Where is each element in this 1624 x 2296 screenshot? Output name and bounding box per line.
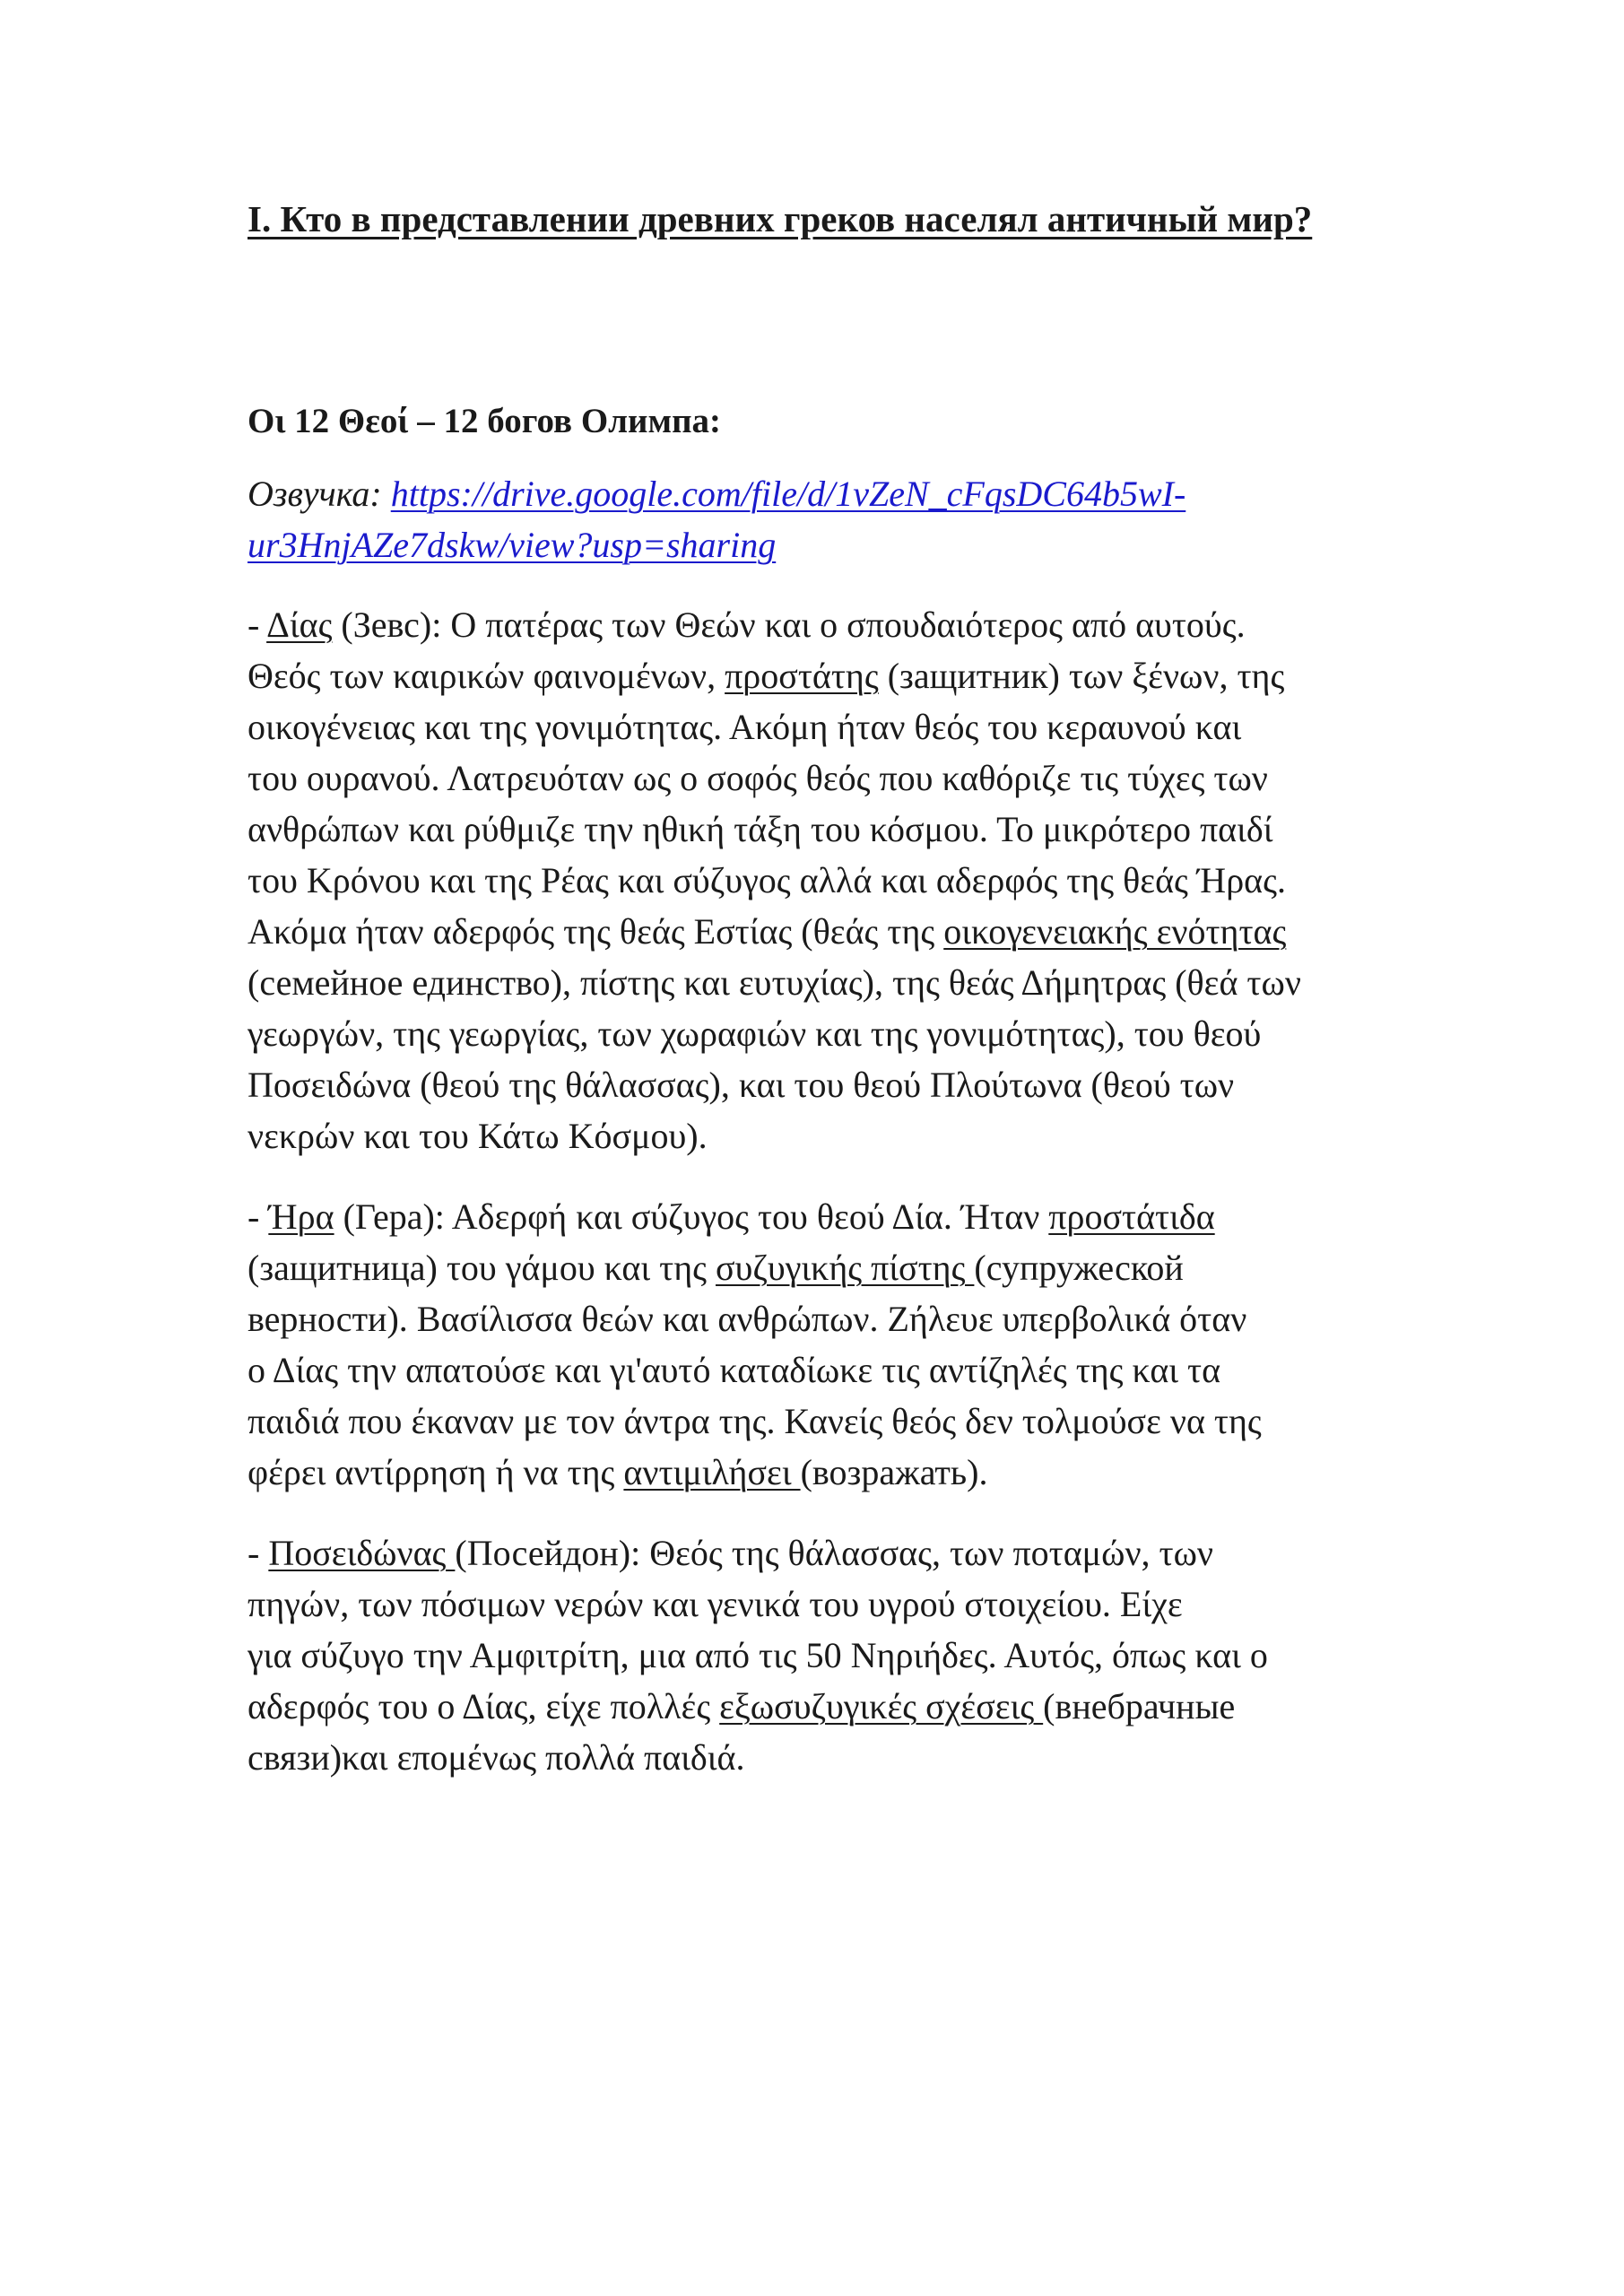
text-run: φέρει αντίρρηση ή να της	[248, 1452, 624, 1492]
text-line: связи)και επομένως πολλά παιδιά.	[248, 1737, 745, 1778]
document-content	[248, 196, 1404, 1783]
term-protectress: προστάτιδα	[1048, 1196, 1215, 1237]
text-run: -	[248, 604, 267, 645]
audio-line-2	[248, 519, 1404, 570]
text-line	[248, 906, 1404, 957]
text-line	[248, 1681, 1404, 1732]
text-line: παιδιά που έκαναν με τον άντρα της. Κανείς θεός δεν τολμούσε να της	[248, 1401, 1262, 1441]
text-run: -	[248, 1196, 269, 1237]
text-line: για σύζυγο την Αμφιτρίτη, μια από τις 50 Νηριήδες. Αυτός, όπως και ο	[248, 1635, 1268, 1675]
text-line: верности). Βασίλισσα θεών και ανθρώπων. Ζήλευε υπερβολικά όταν	[248, 1299, 1247, 1339]
text-line: οικογένειας και της γονιμότητας. Ακόμη ήταν θεός του κεραυνού και	[248, 707, 1242, 747]
text-line: του ουρανού. Λατρευόταν ως ο σοφός θεός που καθόριζε τις τύχες των	[248, 758, 1268, 798]
term-marital-fidelity: συζυγικής πίστης	[715, 1248, 975, 1288]
text-line	[248, 650, 1404, 701]
section-heading: Οι 12 Θεοί – 12 богов Олимпа:	[248, 402, 722, 440]
text-run: (Посейдон): Θεός της θάλασσας, των ποταμών, των	[455, 1533, 1214, 1573]
text-line: νεκρών και του Κάτω Κόσμου).	[248, 1116, 708, 1156]
term-hera: Ήρα	[268, 1196, 334, 1237]
paragraph-hera	[248, 1191, 1404, 1498]
text-run: (защитник) των ξένων, της	[878, 656, 1285, 696]
text-line	[248, 1527, 1404, 1578]
text-line	[248, 599, 1404, 650]
text-line: Ποσειδώνα (θεού της θάλασσας), και του θεού Πλούτωνα (θεού των	[248, 1065, 1235, 1105]
paragraph-zeus	[248, 599, 1404, 1161]
term-extramarital-relations: εξωσυζυγικές σχέσεις	[719, 1686, 1044, 1726]
paragraph-poseidon	[248, 1527, 1404, 1783]
text-line	[248, 1242, 1404, 1293]
text-run: (Зевс): Ο πατέρας των Θεών και ο σπουδαιότερος από αυτούς.	[332, 604, 1246, 645]
text-run: (защитница) του γάμου και της	[248, 1248, 716, 1288]
audio-line-1	[248, 468, 1404, 519]
text-line: ανθρώπων και ρύθμιζε την ηθική τάξη του κόσμου. Το μικρότερο παιδί	[248, 809, 1273, 849]
text-line: ο Δίας την απατούσε και γι'αυτό καταδίωκε τις αντίζηλές της και τα	[248, 1350, 1221, 1390]
text-line: γεωργών, της γεωργίας, των χωραφιών και της γονιμότητας), του θεού	[248, 1013, 1262, 1054]
text-run: (супружеской	[974, 1248, 1184, 1288]
audio-line	[248, 468, 1404, 570]
text-line	[248, 1447, 1404, 1498]
audio-link-part-2[interactable]: ur3HnjAZe7dskw/view?usp=sharing	[248, 525, 777, 565]
page-title: I. Кто в представлении древних греков населял античный мир?	[248, 198, 1313, 239]
text-line: του Κρόνου και της Ρέας και σύζυγος αλλά και αδερφός της θεάς Ήρας.	[248, 860, 1286, 900]
text-line	[248, 1191, 1404, 1242]
text-run: (внебрачные	[1043, 1686, 1236, 1726]
text-run: -	[248, 1533, 269, 1573]
text-run: (Гера): Αδερφή και σύζυγος του θεού Δία. Ήταν	[334, 1196, 1049, 1237]
audio-link-part-1[interactable]: https://drive.google.com/file/d/1vZeN_cFqsDC64b5wI-	[390, 474, 1186, 514]
term-object: αντιμιλήσει	[623, 1452, 801, 1492]
text-run: Ακόμα ήταν αδερφός της θεάς Εστίας (θεάς της	[248, 911, 944, 952]
term-family-unity: οικογενειακής ενότητας	[943, 911, 1287, 952]
text-run: Θεός των καιρικών φαινομένων,	[248, 656, 725, 696]
term-poseidon: Ποσειδώνας	[268, 1533, 456, 1573]
term-protector: προστάτης	[725, 656, 879, 696]
text-line: πηγών, των πόσιμων νερών και γενικά του υγρού στοιχείου. Είχε	[248, 1584, 1183, 1624]
text-run: αδερφός του ο Δίας, είχε πολλές	[248, 1686, 720, 1726]
audio-label: Озвучка:	[248, 474, 391, 514]
text-run: (возражать).	[800, 1452, 988, 1492]
text-line: (семейное единство), πίστης και ευτυχίας), της θεάς Δήμητρας (θεά των	[248, 962, 1301, 1003]
term-zeus: Δίας	[266, 604, 333, 645]
